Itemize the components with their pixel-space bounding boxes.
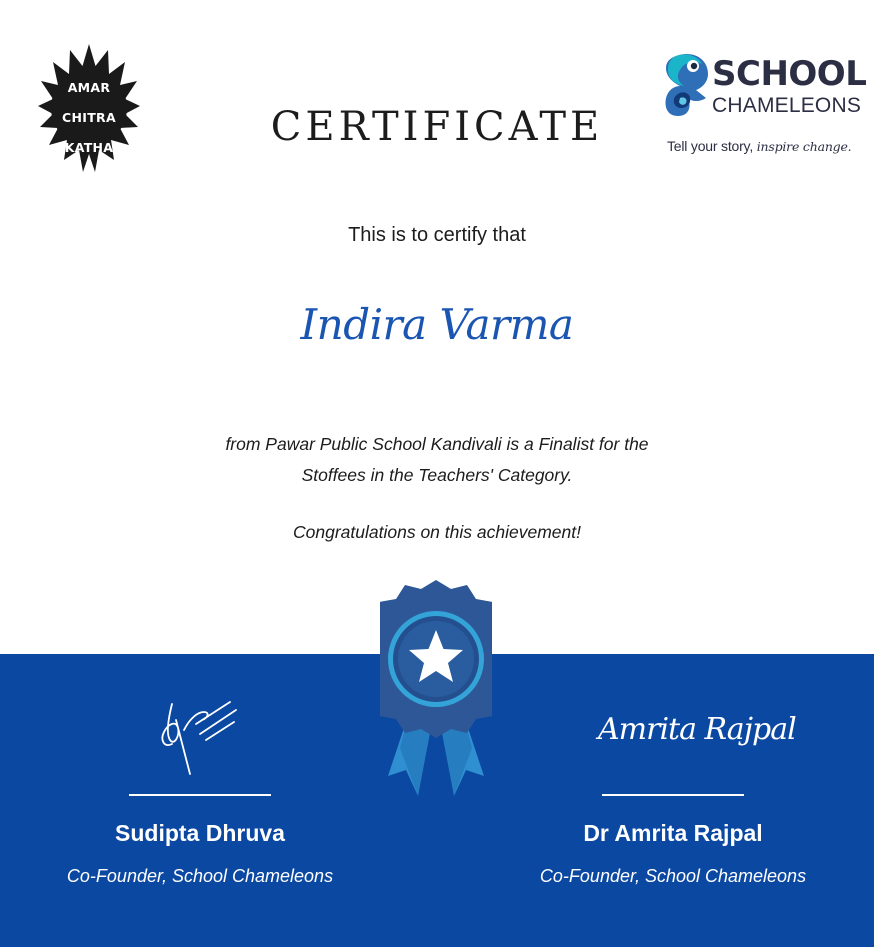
award-badge [380, 580, 492, 802]
body-line-1: from Pawar Public School Kandivali is a Finalist for the [225, 434, 649, 454]
signature-sudipta-dhruva [150, 690, 250, 780]
signatory-1-role: Co-Founder, School Chameleons [66, 866, 334, 886]
award-ribbon-icon [380, 580, 492, 802]
signatory-2-role: Co-Founder, School Chameleons [539, 866, 807, 886]
certificate-body [0, 429, 874, 491]
signature-amrita-rajpal: Amrita Rajpal [598, 712, 796, 747]
body-line-2: Stoffees in the Teachers' Category. [301, 465, 573, 485]
signatory-2-name: Dr Amrita Rajpal [583, 820, 763, 846]
congratulations-text: Congratulations on this achievement! [293, 522, 581, 542]
certificate-title: CERTIFICATE [270, 104, 604, 150]
logo-word-chameleons: CHAMELEONS [712, 94, 862, 117]
tagline-script: inspire change. [756, 139, 852, 154]
ack-line-1: AMAR [67, 80, 111, 95]
signature-line-2 [602, 794, 744, 796]
logo-word-school: SCHOOL [712, 54, 867, 94]
tagline-plain: Tell your story, [667, 138, 754, 154]
signature-line-1 [129, 794, 271, 796]
ack-line-2: CHITRA [62, 110, 116, 125]
ack-line-3: KATHA [64, 140, 114, 155]
signatory-1-name: Sudipta Dhruva [115, 820, 285, 846]
recipient-name: Indira Varma [300, 300, 574, 349]
certify-intro: This is to certify that [348, 224, 526, 246]
